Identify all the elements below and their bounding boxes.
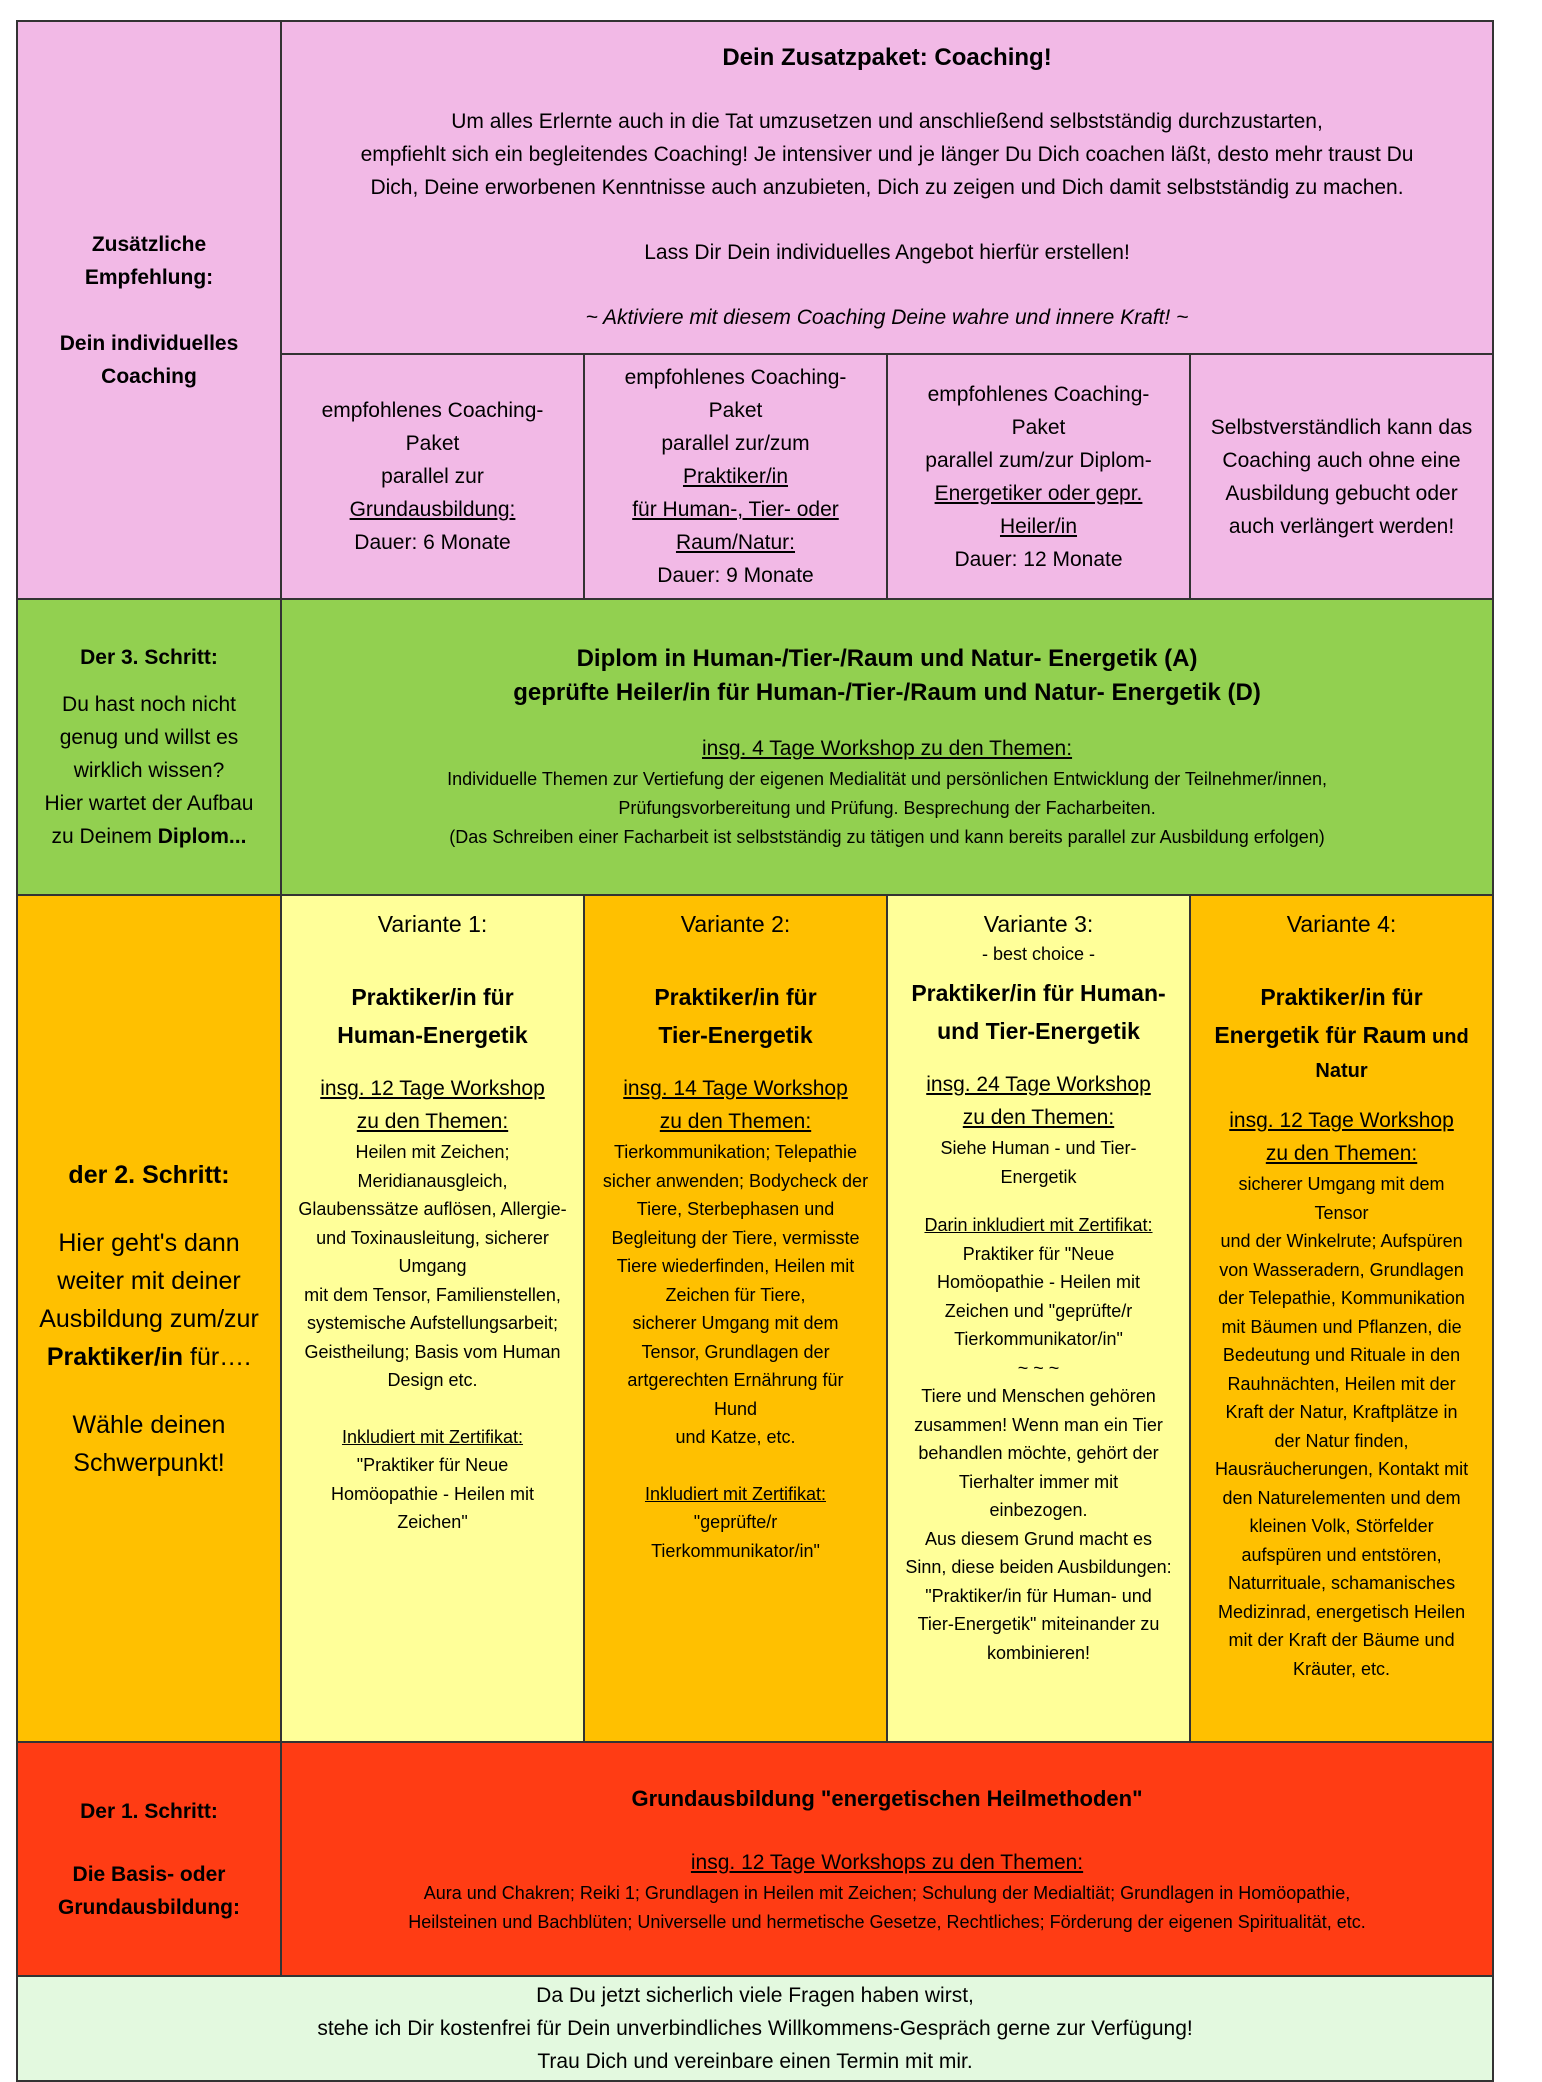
package-line: empfohlenes Coaching- <box>927 382 1150 406</box>
package-duration: Dauer: 12 Monate <box>954 547 1123 571</box>
variant-body <box>288 1138 577 1537</box>
variant-cert-line: behandlen möchte, gehört der <box>918 1443 1159 1463</box>
variant-cert-line: "Praktiker für Neue <box>356 1455 509 1475</box>
package-line-text: parallel zum/zur Diplom- <box>925 448 1152 472</box>
variant-2-cell <box>584 895 887 1742</box>
step1-label-cell <box>17 1742 281 1976</box>
variant-heading: und Tier-Energetik <box>937 1018 1140 1044</box>
variant-3-cell <box>887 895 1190 1742</box>
variant-cert-line: Homöopathie - Heilen mit <box>330 1483 535 1504</box>
package-line: Praktiker/in <box>682 465 789 488</box>
coaching-label-line: Zusätzliche <box>91 232 207 256</box>
variant-title: Variante 2: <box>680 911 791 937</box>
variant-body-line: Begleitung der Tiere, vermisste <box>611 1227 860 1248</box>
variant-body-line: und Toxinausleitung, sicherer <box>316 1227 549 1248</box>
variant-workshop: zu den Themen: <box>1265 1142 1418 1165</box>
variant-cert-line: "Praktiker/in für Human- und <box>925 1585 1152 1606</box>
package-line <box>894 444 1183 477</box>
flyer-sheet <box>16 20 1492 2082</box>
package-line: Grundausbildung: <box>349 498 516 521</box>
package-line: auch verlängert werden! <box>1228 514 1455 538</box>
coaching-intro-line: Dich, Deine erworbenen Kenntnisse auch anzubieten, Dich zu zeigen und Dich damit selbstständig zu machen. <box>370 176 1404 199</box>
variant-body-line: und der Winkelrute; Aufspüren <box>1220 1231 1463 1251</box>
footer-line: Da Du jetzt sicherlich viele Fragen haben wirst, <box>536 1984 974 2007</box>
step2-label-praktiker: Praktiker/in <box>46 1342 184 1371</box>
variant-body-line: Tensor <box>1314 1202 1369 1223</box>
variant-body-line: sicherer Umgang mit dem <box>1238 1174 1445 1194</box>
variant-body <box>1197 1170 1486 1683</box>
coaching-intro <box>288 105 1486 204</box>
coaching-intro-cell <box>281 21 1493 354</box>
variant-body-line: Siehe Human - und Tier- <box>940 1138 1137 1158</box>
package-line: Heiler/in <box>999 514 1078 538</box>
variant-heading <box>1197 1016 1486 1056</box>
coaching-intro-line: Um alles Erlernte auch in die Tat umzusetzen und anschließend selbstständig durchzustarten, <box>451 110 1323 133</box>
coaching-label-line: Empfehlung: <box>84 265 214 289</box>
variant-body-line: mit Bäumen und Pflanzen, die <box>1221 1316 1462 1337</box>
variant-cert-line: kombinieren! <box>986 1642 1091 1663</box>
footer-line: stehe ich Dir kostenfrei für Dein unverbindliches Willkommens-Gespräch gerne zur Verfügung! <box>317 2017 1193 2040</box>
step2-label-line: weiter mit deiner <box>57 1266 241 1295</box>
variant-body-line: Naturrituale, schamanisches <box>1227 1573 1456 1593</box>
variant-title: Variante 1: <box>377 911 488 937</box>
variant-body-line: Rauhnächten, Heilen mit der <box>1227 1373 1456 1394</box>
variant-workshop: zu den Themen: <box>356 1110 509 1133</box>
variant-body-line: Kräuter, etc. <box>1292 1658 1391 1679</box>
step1-label-line: Grundausbildung: <box>58 1895 240 1919</box>
variant-body <box>894 1134 1183 1667</box>
training-overview-table <box>16 20 1494 2082</box>
variant-body-line: den Naturelementen und dem <box>1222 1487 1461 1508</box>
variant-cert-line: Sinn, diese beiden Ausbildungen: <box>905 1557 1172 1577</box>
step3-label-line: genug und willst es <box>59 726 239 749</box>
variant-body-line: Geistheilung; Basis vom Human <box>304 1341 561 1362</box>
variant-body-line: artgerechten Ernährung für <box>627 1370 844 1390</box>
variant-cert-line: "geprüfte/r <box>693 1512 778 1532</box>
footer-cell <box>17 1976 1493 2081</box>
variant-heading: Tier-Energetik <box>658 1022 813 1048</box>
variant-workshop: insg. 24 Tage Workshop <box>926 1073 1151 1096</box>
step1-title: Grundausbildung "energetischen Heilmethoden" <box>631 1785 1143 1811</box>
variant-heading: Praktiker/in für Human- <box>911 980 1166 1006</box>
variant-heading-text: Energetik für Raum <box>1214 1022 1427 1048</box>
step2-label <box>24 1156 274 1482</box>
variant-cert-label: Inkludiert mit Zertifikat: <box>341 1426 524 1447</box>
variant-heading-text: und <box>1426 1026 1469 1048</box>
step1-heading: Der 1. Schritt: <box>80 1799 218 1823</box>
variant-best-choice: - best choice - <box>981 944 1096 964</box>
variant-cert-line: Zeichen und "geprüfte/r <box>944 1300 1133 1321</box>
variant-workshop: zu den Themen: <box>962 1106 1115 1129</box>
step3-label-line: Du hast noch nicht <box>62 693 236 716</box>
coaching-label-cell <box>17 21 281 599</box>
variant-body-line: Hund <box>713 1398 758 1419</box>
variant-body-line: Tiere wiederfinden, Heilen mit <box>616 1256 855 1276</box>
step1-content-cell <box>281 1742 1493 1976</box>
variant-cert-line: Zeichen" <box>397 1512 468 1532</box>
coaching-intro-line: empfiehlt sich ein begleitendes Coaching! Je intensiver und je länger Du Dich coachen läßt, desto mehr traust Du <box>360 143 1414 166</box>
variant-heading: Natur <box>1315 1060 1368 1082</box>
variant-body-line: Kraft der Natur, Kraftplätze in <box>1225 1402 1458 1422</box>
step3-label-line <box>24 820 274 853</box>
variant-workshop: zu den Themen: <box>659 1110 812 1133</box>
variant-heading: Praktiker/in für <box>654 984 817 1010</box>
package-line: Energetiker oder gepr. <box>934 481 1143 505</box>
variant-body-line: Zeichen für Tiere, <box>665 1284 806 1305</box>
variant-cert-label: Inkludiert mit Zertifikat: <box>644 1483 827 1504</box>
step3-body-line: Individuelle Themen zur Vertiefung der eigenen Medialität und persönlichen Entwicklung der Teilnehmer/innen, <box>447 769 1327 789</box>
variant-body-line: sicherer Umgang mit dem <box>632 1313 839 1333</box>
variant-cert-line: Homöopathie - Heilen mit <box>936 1272 1141 1292</box>
coaching-label-line: Coaching <box>101 364 197 388</box>
package-duration: Dauer: 9 Monate <box>657 564 814 587</box>
step1-label-line: Die Basis- oder <box>72 1862 226 1886</box>
coaching-row <box>17 21 1493 354</box>
step3-body-line: Prüfungsvorbereitung und Prüfung. Besprechung der Facharbeiten. <box>618 798 1156 818</box>
variant-cert-line: Tiere und Menschen gehören <box>921 1386 1156 1406</box>
variant-workshop: insg. 12 Tage Workshop <box>1229 1109 1454 1132</box>
step1-row <box>17 1742 1493 1976</box>
footer-row <box>17 1976 1493 2081</box>
variant-body-line: der Natur finden, <box>1274 1430 1409 1451</box>
variant-workshop: insg. 12 Tage Workshop <box>320 1077 545 1100</box>
variant-cert-line: Aus diesem Grund macht es <box>924 1528 1153 1549</box>
step1-workshop: insg. 12 Tage Workshops zu den Themen: <box>690 1850 1084 1874</box>
variant-body-line: mit dem Tensor, Familienstellen, <box>304 1284 561 1305</box>
coaching-title: Dein Zusatzpaket: Coaching! <box>722 44 1052 71</box>
step3-label-cell <box>17 599 281 895</box>
variant-body-line: und Katze, etc. <box>675 1427 796 1447</box>
package-line: Selbstverständlich kann das <box>1210 415 1473 439</box>
step3-title: Diplom in Human-/Tier-/Raum und Natur- Energetik (A) <box>576 645 1198 672</box>
package-line: Ausbildung gebucht oder <box>1225 481 1458 505</box>
variant-body-line: Bedeutung und Rituale in den <box>1222 1345 1461 1365</box>
coaching-label-line: Dein individuelles <box>59 331 239 355</box>
variant-body-line: Meridianausgleich, <box>357 1170 508 1191</box>
variant-cert-line: Tierhalter immer mit <box>958 1471 1119 1492</box>
variant-cert-line: Tierkommunikator/in" <box>651 1540 820 1561</box>
step2-heading: der 2. Schritt: <box>68 1160 230 1189</box>
variant-body-line: Tiere, Sterbephasen und <box>636 1199 835 1219</box>
step2-label-line: Schwerpunkt! <box>73 1448 225 1477</box>
variant-body-line: mit der Kraft der Bäume und <box>1228 1630 1455 1650</box>
step3-label-text: zu Deinem <box>51 825 158 848</box>
step2-label-line: Hier geht's dann <box>58 1228 240 1257</box>
package-line: parallel zur <box>381 465 484 488</box>
package-line: Raum/Natur: <box>675 531 796 554</box>
step2-label-line: Ausbildung zum/zur <box>39 1304 259 1333</box>
variant-body-line: der Telepathie, Kommunikation <box>1218 1288 1465 1308</box>
variant-cert-line: Tierkommunikator/in" <box>954 1329 1123 1349</box>
step3-content-cell <box>281 599 1493 895</box>
variant-body-line: Hausräucherungen, Kontakt mit <box>1214 1459 1469 1479</box>
variant-heading: Human-Energetik <box>337 1022 528 1048</box>
step1-body-line: Aura und Chakren; Reiki 1; Grundlagen in Heilen mit Zeichen; Schulung der Medialtiät; Grundlagen in Homöopathie, <box>423 1882 1351 1903</box>
package-line: Paket <box>405 432 460 455</box>
step2-label-cell <box>17 895 281 1742</box>
coaching-label <box>24 228 274 393</box>
step3-label-diplom: Diplom... <box>157 825 247 848</box>
variant-cert-line: Praktiker für "Neue <box>962 1243 1115 1264</box>
coaching-motto: ~ Aktiviere mit diesem Coaching Deine wahre und innere Kraft! ~ <box>585 306 1189 329</box>
coaching-package-3 <box>887 354 1190 599</box>
variant-cert-label: Darin inkludiert mit Zertifikat: <box>924 1215 1153 1235</box>
variant-title: Variante 4: <box>1286 911 1397 937</box>
variant-body-line: aufspüren und entstören, <box>1241 1544 1442 1565</box>
coaching-package-2 <box>584 354 887 599</box>
variant-cert-line: einbezogen. <box>989 1500 1088 1520</box>
step2-label-text: für…. <box>183 1342 252 1371</box>
variant-1-cell <box>281 895 584 1742</box>
package-line: Paket <box>708 399 763 422</box>
variant-heading: Praktiker/in für <box>351 984 514 1010</box>
package-line: für Human-, Tier- oder <box>632 498 839 521</box>
variant-body-line: Tierkommunikation; Telepathie <box>613 1142 858 1162</box>
step3-label-line: Hier wartet der Aufbau <box>44 792 254 815</box>
variant-body-line: Medizinrad, energetisch Heilen <box>1217 1601 1466 1622</box>
step2-label-line: Wähle deinen <box>72 1410 226 1439</box>
variant-heading: Praktiker/in für <box>1260 984 1423 1010</box>
variant-body-line: Design etc. <box>387 1370 478 1390</box>
variant-body-line: systemische Aufstellungsarbeit; <box>306 1313 559 1333</box>
step2-label-line <box>24 1338 274 1376</box>
package-line: parallel zur/zum <box>661 432 810 455</box>
variant-body-line: sicher anwenden; Bodycheck der <box>602 1170 869 1191</box>
variant-body-line: Energetik <box>1000 1166 1077 1187</box>
variant-body-line: Tensor, Grundlagen der <box>641 1341 830 1362</box>
package-line: Coaching auch ohne eine <box>1222 448 1461 472</box>
coaching-package-1 <box>281 354 584 599</box>
variant-body-line: kleinen Volk, Störfelder <box>1249 1516 1434 1536</box>
step3-heading: Der 3. Schritt: <box>80 646 218 669</box>
variant-cert-line: ~ ~ ~ <box>1017 1357 1060 1378</box>
variant-workshop: insg. 14 Tage Workshop <box>623 1077 848 1100</box>
step3-row <box>17 599 1493 895</box>
coaching-package-4 <box>1190 354 1493 599</box>
step3-workshop: insg. 4 Tage Workshop zu den Themen: <box>701 737 1073 760</box>
step2-row <box>17 895 1493 1742</box>
package-line: empfohlenes Coaching- <box>321 399 544 422</box>
variant-body-line: Heilen mit Zeichen; <box>355 1142 510 1162</box>
coaching-offer: Lass Dir Dein individuelles Angebot hierfür erstellen! <box>644 241 1130 264</box>
variant-body-line: von Wasseradern, Grundlagen <box>1219 1259 1464 1280</box>
step1-body-line: Heilsteinen und Bachblüten; Universelle und hermetische Gesetze, Rechtliches; Förderung der eigenen Spiritualität, etc. <box>408 1911 1366 1932</box>
package-line: empfohlenes Coaching- <box>624 366 847 389</box>
step3-body-line: (Das Schreiben einer Facharbeit ist selbstständig zu tätigen und kann bereits parallel zur Ausbildung erfolgen) <box>449 827 1325 847</box>
package-duration: Dauer: 6 Monate <box>354 531 511 554</box>
variant-body-line: Umgang <box>398 1256 467 1276</box>
variant-4-cell <box>1190 895 1493 1742</box>
variant-title: Variante 3: <box>983 911 1094 937</box>
step3-title: geprüfte Heiler/in für Human-/Tier-/Raum und Natur- Energetik (D) <box>513 679 1261 706</box>
variant-body-line: Glaubenssätze auflösen, Allergie- <box>298 1199 567 1219</box>
package-line: Paket <box>1011 415 1066 439</box>
variant-body <box>591 1138 880 1565</box>
step3-label-line: wirklich wissen? <box>73 759 225 782</box>
variant-cert-line: zusammen! Wenn man ein Tier <box>914 1414 1163 1435</box>
variant-cert-line: Tier-Energetik" miteinander zu <box>917 1614 1160 1634</box>
footer-line: Trau Dich und vereinbare einen Termin mit mir. <box>537 2050 973 2073</box>
